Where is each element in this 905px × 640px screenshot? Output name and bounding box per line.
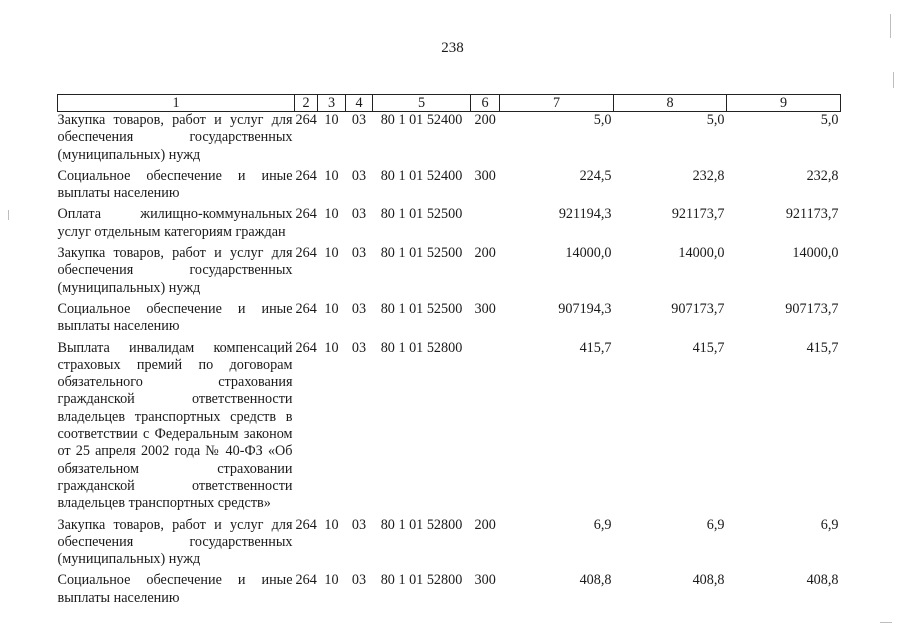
department-code: 264	[295, 339, 317, 356]
department-code: 264	[295, 245, 317, 262]
subsection-code: 03	[351, 572, 367, 589]
scan-mark	[893, 72, 894, 88]
amount-col-8: 232,8	[692, 167, 725, 184]
section-code: 10	[324, 167, 339, 184]
table-row	[58, 572, 841, 611]
page-number: 238	[441, 40, 464, 56]
section-code: 10	[324, 516, 339, 533]
scan-mark	[890, 14, 891, 38]
department-code: 264	[295, 300, 317, 317]
amount-col-7: 6,9	[593, 516, 612, 533]
column-header-6: 6	[471, 95, 500, 112]
target-article-code: 80 1 01 52800	[380, 339, 463, 356]
amount-col-9: 408,8	[806, 572, 839, 589]
column-header-3: 3	[318, 95, 346, 112]
amount-col-8: 921173,7	[671, 206, 725, 223]
expense-type-code: 200	[474, 516, 496, 533]
amount-col-9: 907173,7	[785, 300, 839, 317]
table-row	[58, 206, 841, 245]
amount-col-9: 14000,0	[792, 245, 839, 262]
amount-col-8: 5,0	[706, 112, 725, 128]
amount-col-7: 224,5	[579, 167, 612, 184]
amount-col-9: 5,0	[820, 112, 839, 128]
expense-name: Социальное обеспечение и иные выплаты населению	[57, 300, 293, 335]
target-article-code: 80 1 01 52500	[380, 300, 463, 317]
expense-type-code: 300	[474, 167, 496, 184]
amount-col-7: 408,8	[579, 572, 612, 589]
expense-name: Выплата инвалидам компенсаций страховых премий по договорам обязательного страхования гражданской ответственности владельцев транспортных средств в соответствии с Федеральным законом от 25 апреля 2002 года № 40-ФЗ «Об обязательном страховании гражданской ответственности владельцев транспортных средств»	[57, 339, 293, 512]
department-code: 264	[295, 206, 317, 223]
target-article-code: 80 1 01 52400	[380, 112, 463, 128]
amount-col-8: 415,7	[692, 339, 725, 356]
table-row	[58, 112, 841, 168]
amount-col-9: 415,7	[806, 339, 839, 356]
amount-col-8: 408,8	[692, 572, 725, 589]
subsection-code: 03	[351, 206, 367, 223]
subsection-code: 03	[351, 339, 367, 356]
target-article-code: 80 1 01 52500	[380, 206, 463, 223]
amount-col-9: 921173,7	[785, 206, 839, 223]
expense-type-code: 300	[474, 572, 496, 589]
target-article-code: 80 1 01 52500	[380, 245, 463, 262]
column-header-7: 7	[500, 95, 614, 112]
column-header-9: 9	[727, 95, 841, 112]
section-code: 10	[324, 112, 339, 128]
department-code: 264	[295, 167, 317, 184]
table-row	[58, 517, 841, 573]
expense-name: Закупка товаров, работ и услуг для обеспечения государственных (муниципальных) нужд	[57, 245, 293, 296]
column-header-4: 4	[346, 95, 373, 112]
section-code: 10	[324, 339, 339, 356]
amount-col-8: 14000,0	[678, 245, 725, 262]
amount-col-7: 415,7	[579, 339, 612, 356]
table-row	[58, 340, 841, 517]
table-row	[58, 245, 841, 301]
column-header-8: 8	[614, 95, 727, 112]
subsection-code: 03	[351, 300, 367, 317]
subsection-code: 03	[351, 516, 367, 533]
expense-type-code: 300	[474, 300, 496, 317]
expense-name: Закупка товаров, работ и услуг для обеспечения государственных (муниципальных) нужд	[57, 112, 293, 163]
expense-type-code: 200	[474, 112, 496, 128]
expense-type-code: 200	[474, 245, 496, 262]
scan-mark	[880, 622, 892, 623]
section-code: 10	[324, 300, 339, 317]
expense-name: Социальное обеспечение и иные выплаты населению	[57, 167, 293, 202]
amount-col-7: 921194,3	[558, 206, 612, 223]
expense-type-code	[471, 206, 500, 245]
amount-col-8: 6,9	[706, 516, 725, 533]
target-article-code: 80 1 01 52800	[380, 572, 463, 589]
column-header-5: 5	[373, 95, 471, 112]
table-row	[58, 301, 841, 340]
scan-mark	[8, 210, 9, 220]
section-code: 10	[324, 572, 339, 589]
expense-type-code	[471, 340, 500, 517]
budget-table	[57, 94, 841, 611]
target-article-code: 80 1 01 52400	[380, 167, 463, 184]
amount-col-8: 907173,7	[671, 300, 725, 317]
subsection-code: 03	[351, 245, 367, 262]
department-code: 264	[295, 516, 317, 533]
header-row	[58, 95, 841, 112]
column-header-1: 1	[58, 95, 295, 112]
amount-col-9: 232,8	[806, 167, 839, 184]
department-code: 264	[295, 572, 317, 589]
column-header-2: 2	[295, 95, 318, 112]
amount-col-7: 907194,3	[558, 300, 612, 317]
department-code: 264	[295, 112, 317, 128]
subsection-code: 03	[351, 112, 367, 128]
section-code: 10	[324, 206, 339, 223]
amount-col-7: 5,0	[593, 112, 612, 128]
subsection-code: 03	[351, 167, 367, 184]
amount-col-9: 6,9	[820, 516, 839, 533]
expense-name: Социальное обеспечение и иные выплаты населению	[57, 572, 293, 606]
section-code: 10	[324, 245, 339, 262]
expense-name: Закупка товаров, работ и услуг для обеспечения государственных (муниципальных) нужд	[57, 516, 293, 568]
table-row	[58, 168, 841, 207]
expense-name: Оплата жилищно-коммунальных услуг отдельным категориям граждан	[57, 206, 293, 240]
amount-col-7: 14000,0	[565, 245, 612, 262]
target-article-code: 80 1 01 52800	[380, 516, 463, 533]
